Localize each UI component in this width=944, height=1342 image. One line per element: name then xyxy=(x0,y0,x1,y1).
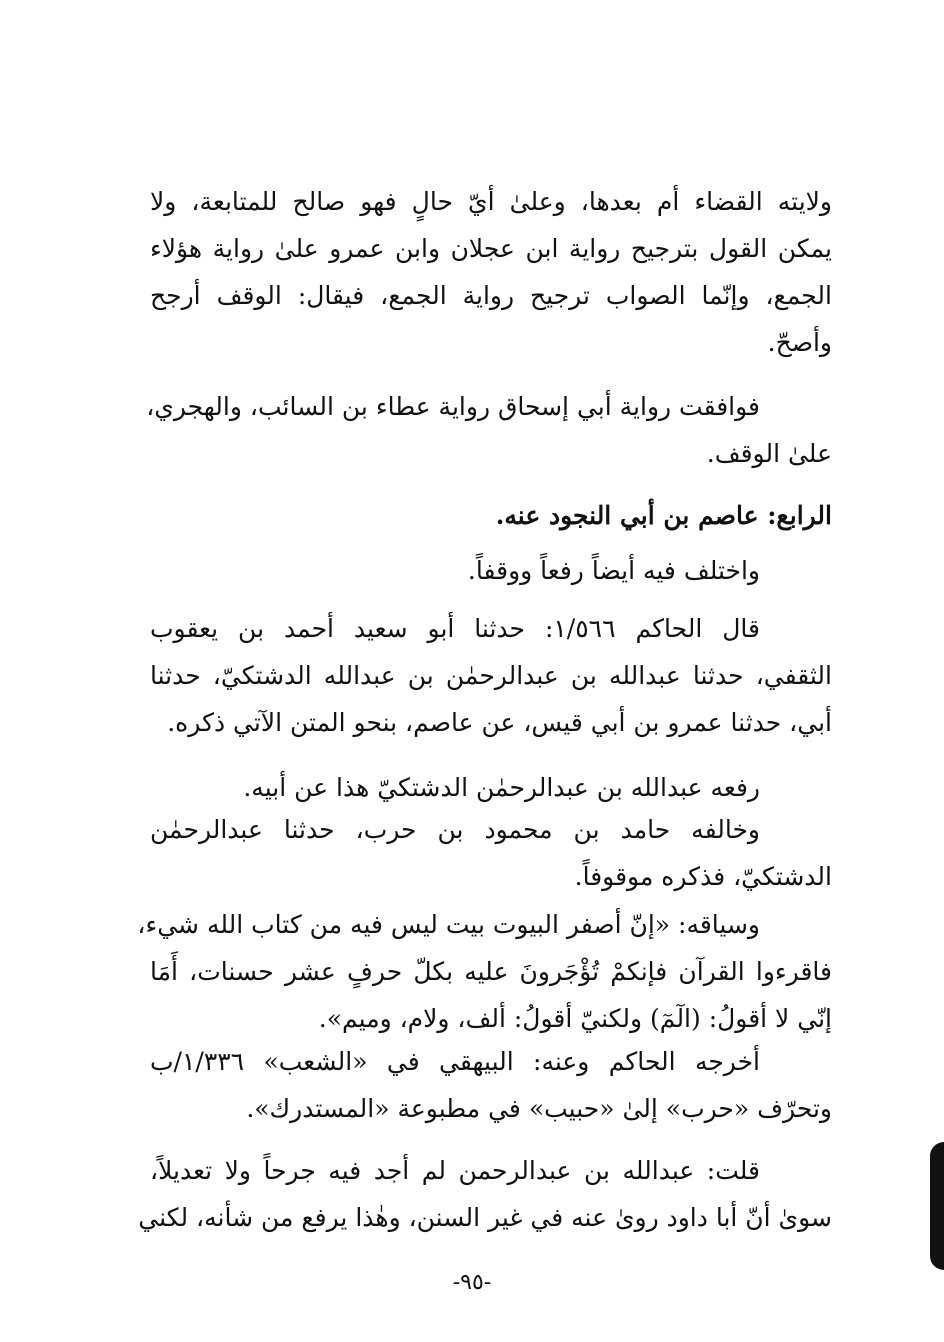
text-line: الثقفي، حدثنا عبدالله بن عبدالرحمٰن بن عبدالله الدشتكيّ، حدثنا xyxy=(150,661,832,690)
paragraph-4 xyxy=(150,605,832,746)
text-line: واختلف فيه أيضاً رفعاً ووقفاً. xyxy=(467,556,760,585)
text-line: إنّي لا أقولُ: (الٓمٓ) ولكنيّ أقولُ: ألف، ولام، وميم». xyxy=(318,1004,832,1033)
scan-edge-mark xyxy=(930,1142,944,1270)
paragraph-1 xyxy=(150,178,832,366)
text-line: يمكن القول بترجيح رواية ابن عجلان وابن عمرو علىٰ رواية هؤلاء xyxy=(150,234,832,263)
text-line: وتحرّف «حرب» إلىٰ «حبيب» في مطبوعة «المستدرك». xyxy=(246,1094,832,1123)
section-heading xyxy=(150,492,832,539)
paragraph-7 xyxy=(137,901,832,1042)
text-line: الدشتكيّ، فذكره موقوفاً. xyxy=(574,862,832,891)
paragraph-9 xyxy=(138,1147,832,1241)
paragraph-6 xyxy=(150,806,832,900)
text-line: أخرجه الحاكم وعنه: البيهقي في «الشعب» ١/٣٣٦/ب xyxy=(150,1047,760,1076)
text-line: سوىٰ أنّ أبا داود روىٰ عنه في غير السنن، وهٰذا يرفع من شأنه، لكني xyxy=(138,1203,832,1232)
text-line: وأصحّ. xyxy=(767,328,832,357)
text-line: وخالفه حامد بن محمود بن حرب، حدثنا عبدالرحمٰن xyxy=(150,815,760,844)
text-line: قلت: عبدالله بن عبدالرحمن لم أجد فيه جرحاً ولا تعديلاً، xyxy=(150,1156,760,1185)
paragraph-3 xyxy=(150,547,832,594)
heading-line: الرابع: عاصم بن أبي النجود عنه. xyxy=(495,501,832,530)
text-line: وسياقه: «إنّ أصفر البيوت بيت ليس فيه من كتاب الله شيء، xyxy=(137,910,760,939)
text-line: قال الحاكم ١/٥٦٦: حدثنا أبو سعيد أحمد بن يعقوب xyxy=(150,614,760,643)
paragraph-8 xyxy=(150,1038,832,1132)
paragraph-2 xyxy=(146,383,832,477)
paragraph-5 xyxy=(150,764,832,811)
text-line: فاقرءوا القرآن فإنكمْ تُؤْجَرونَ عليه بكلّ حرفٍ عشر حسنات، أَمَا xyxy=(150,957,832,986)
text-line: أبي، حدثنا عمرو بن أبي قيس، عن عاصم، بنحو المتن الآتي ذكره. xyxy=(167,708,832,737)
text-line: علىٰ الوقف. xyxy=(706,439,832,468)
text-line: ولايته القضاء أم بعدها، وعلىٰ أيّ حالٍ فهو صالح للمتابعة، ولا xyxy=(150,187,832,216)
text-line: رفعه عبدالله بن عبدالرحمٰن الدشتكيّ هذا عن أبيه. xyxy=(243,773,760,802)
page-number: -٩٥- xyxy=(452,1270,492,1295)
text-line: الجمع، وإنّما الصواب ترجيح رواية الجمع، فيقال: الوقف أرجح xyxy=(150,281,832,310)
text-line: فوافقت رواية أبي إسحاق رواية عطاء بن السائب، والهجري، xyxy=(146,392,760,421)
